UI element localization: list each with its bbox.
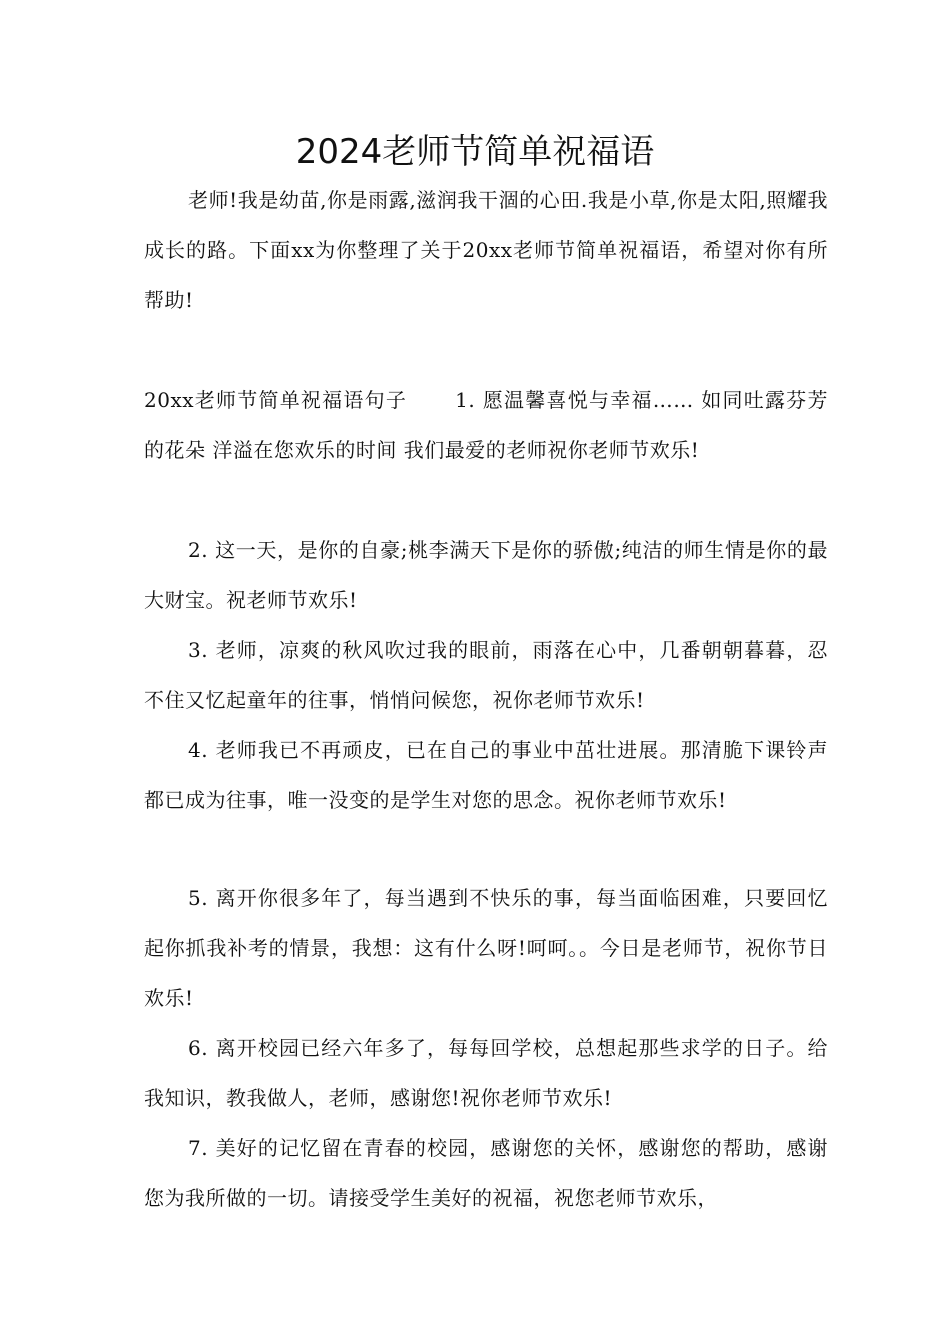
document-title: 2024老师节简单祝福语 bbox=[295, 132, 655, 172]
list-item-2: 2. 这一天，是你的自豪;桃李满天下是你的骄傲;纯洁的师生情是你的最大财宝。祝老师节欢乐! bbox=[144, 538, 828, 612]
intro-paragraph: 老师!我是幼苗,你是雨露,滋润我干涸的心田.我是小草,你是太阳,照耀我成长的路。下面xx为你整理了关于20xx老师节简单祝福语，希望对你有所帮助! bbox=[144, 188, 828, 312]
list-item-3: 3. 老师，凉爽的秋风吹过我的眼前，雨落在心中，几番朝朝暮暮，忍不住又忆起童年的往事，悄悄问候您，祝你老师节欢乐! bbox=[144, 638, 828, 712]
list-item-7: 7. 美好的记忆留在青春的校园，感谢您的关怀，感谢您的帮助，感谢您为我所做的一切。请接受学生美好的祝福，祝您老师节欢乐， bbox=[144, 1136, 828, 1210]
list-item-4: 4. 老师我已不再顽皮，已在自己的事业中茁壮进展。那清脆下课铃声都已成为往事，唯一没变的是学生对您的思念。祝你老师节欢乐! bbox=[144, 738, 828, 812]
section-paragraph bbox=[144, 375, 828, 475]
section-heading: 20xx老师节简单祝福语句子 bbox=[144, 388, 408, 412]
list-item-6: 6. 离开校园已经六年多了，每每回学校，总想起那些求学的日子。给我知识，教我做人，老师，感谢您!祝你老师节欢乐! bbox=[144, 1036, 828, 1110]
list-item-1: 1. 愿温馨喜悦与幸福…… 如同吐露芬芳的花朵 洋溢在您欢乐的时间 我们最爱的老师祝你老师节欢乐! bbox=[144, 388, 829, 462]
list-item-5: 5. 离开你很多年了，每当遇到不快乐的事，每当面临困难，只要回忆起你抓我补考的情景，我想：这有什么呀!呵呵。。今日是老师节，祝你节日欢乐! bbox=[144, 886, 828, 1010]
